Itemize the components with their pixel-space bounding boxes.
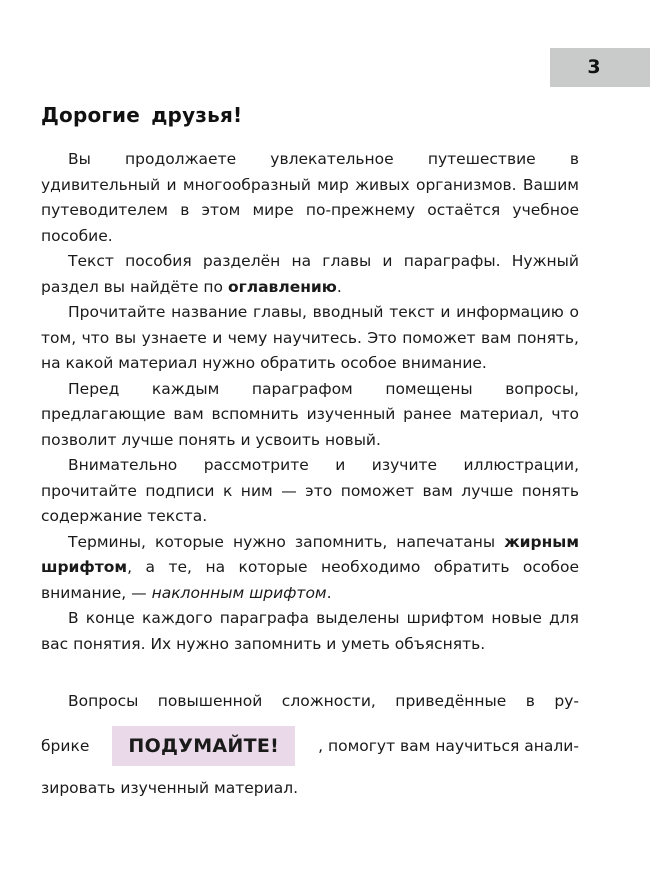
- paragraph-structure: [41, 249, 579, 300]
- hard-questions-line-1: Вопросы повышенной сложности, приведённые в ру-: [68, 692, 579, 710]
- paragraph-illustrations: Внимательно рассмотрите и изучите иллюстрации, прочитайте подписи к ним — это поможет вам лучше понять содержание текста.: [41, 456, 579, 525]
- paragraph-structure-end: .: [336, 277, 342, 296]
- paragraph-terms-mid: , а те, на которые необходимо обратить особое внимание, —: [41, 558, 579, 602]
- hard-questions-line-3: зировать изученный материал.: [41, 779, 299, 797]
- paragraph-terms: [41, 530, 579, 607]
- paragraph-questions: Перед каждым параграфом помещены вопросы, предлагающие вам вспомнить изученный ранее материал, что позволит лучше понять и усвоить новый.: [41, 379, 579, 449]
- term-bold-font: жирным шрифтом: [41, 532, 579, 576]
- body-text: [41, 147, 579, 657]
- page-heading: Дорогие друзья!: [41, 103, 243, 127]
- hard-questions-before-box: брике: [41, 737, 90, 755]
- page-number: 3: [550, 48, 650, 87]
- paragraph-terms-text: Термины, которые нужно запомнить, напечатаны: [68, 532, 505, 551]
- hard-questions-after-box: , помогут вам научиться анали-: [318, 737, 579, 755]
- think-rubric-badge: ПОДУМАЙТЕ!: [112, 726, 295, 766]
- paragraph-terms-end: .: [326, 583, 332, 602]
- paragraph-hard-questions: [41, 689, 579, 801]
- paragraph-structure-text: Текст пособия разделён на главы и параграфы. Нужный раздел вы найдёте по: [41, 252, 579, 296]
- paragraph-concepts: В конце каждого параграфа выделены шрифтом новые для вас понятия. Их нужно запомнить и уметь объяснять.: [41, 609, 579, 653]
- paragraph-intro: Вы продолжаете увлекательное путешествие в удивительный и многообразный мир живых организмов. Вашим путеводителем в этом мире по-прежнему остаётся учебное пособие.: [41, 150, 579, 245]
- hard-questions-line-2: [41, 726, 579, 766]
- term-italic-font: наклонным шрифтом: [151, 583, 327, 602]
- paragraph-chapter: Прочитайте название главы, вводный текст и информацию о том, что вы узнаете и чему научитесь. Это поможет вам понять, на какой материал нужно обратить особое внимание.: [41, 303, 579, 372]
- term-contents: оглавлению: [227, 277, 337, 296]
